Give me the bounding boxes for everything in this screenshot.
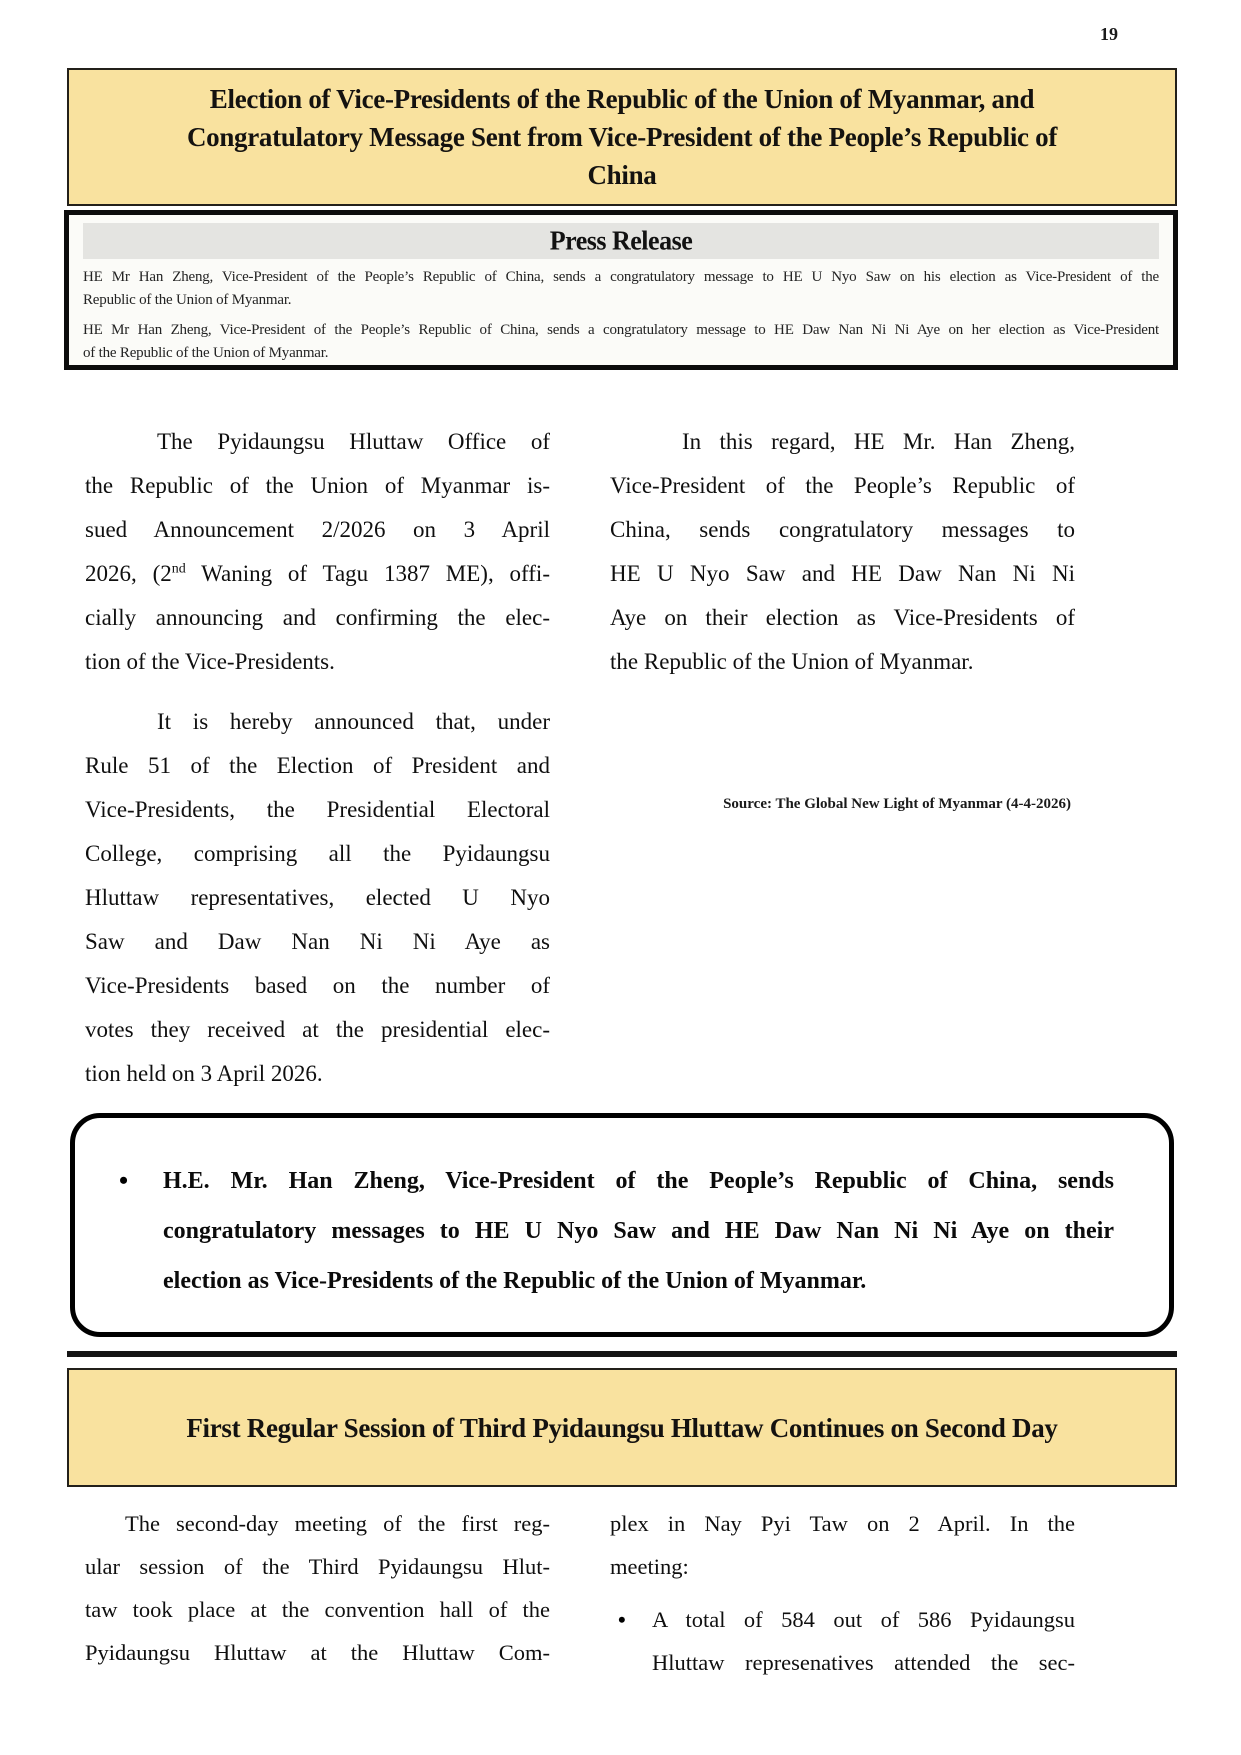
paragraph-line: meeting: [610,1554,689,1579]
paragraph-line: China, sends congratulatory messages to [610,517,1075,542]
paragraph [85,700,550,1096]
paragraph-line: Vice-Presidents, the Presidential Electoral [85,797,550,822]
paragraph [610,420,1075,684]
section1-left-column [85,420,550,1096]
paragraph-line: In this regard, HE Mr. Han Zheng, [682,429,1075,454]
summary-line: H.E. Mr. Han Zheng, Vice-President of the People’s Republic of China, sends [163,1168,1114,1194]
section-divider [67,1351,1177,1357]
press-release-paragraph [83,266,1159,312]
page-number: 19 [1100,24,1118,44]
paragraph-line: Hluttaw represenatives attended the sec- [652,1650,1075,1675]
press-release-paragraph [83,319,1159,365]
paragraph-line: Hluttaw representatives, elected U Nyo [85,885,550,910]
press-release-heading: Press Release [549,225,693,256]
paragraph-line: Pyidaungsu Hluttaw at the Hluttaw Com- [85,1640,550,1665]
paragraph-line: ular session of the Third Pyidaungsu Hlut- [85,1554,550,1579]
section1-right-column [610,420,1075,1096]
summary-box [70,1113,1174,1337]
paragraph-line [85,552,550,596]
column-gutter [550,420,610,1096]
paragraph-line: College, comprising all the Pyidaungsu [85,841,550,866]
section1-body-columns [85,420,1080,1096]
paragraph-line: Saw and Daw Nan Ni Ni Aye as [85,929,550,954]
paragraph-line: Vice-President of the People’s Republic of [610,473,1075,498]
paragraph-line: cially announcing and confirming the elec- [85,605,550,630]
paragraph-line: Aye on their election as Vice-Presidents of [610,605,1075,630]
paragraph-line: It is hereby announced that, under [157,709,550,734]
paragraph-line: tion of the Vice-Presidents. [85,649,335,674]
line-text: Waning of Tagu 1387 ME), offi- [185,561,550,586]
paragraph-line: the Republic of the Union of Myanmar is- [85,473,550,498]
paragraph [85,420,550,684]
paragraph-line: plex in Nay Pyi Taw on 2 April. In the [610,1511,1075,1536]
column-gutter [550,1502,610,1684]
list-item [610,1598,1075,1684]
ordinal-superscript: nd [171,561,186,577]
section1-title-line: Congratulatory Message Sent from Vice-President of the People’s Republic of [186,122,1058,152]
line-text: 2026, (2 [85,561,172,586]
paragraph-line: sued Announcement 2/2026 on 3 April [85,517,550,542]
press-release-header-bar [83,223,1159,259]
press-release-line: of the Republic of the Union of Myanmar. [83,345,329,361]
press-release-line: Republic of the Union of Myanmar. [83,292,292,308]
section1-title-box [67,68,1177,206]
summary-text [163,1156,1114,1306]
paragraph-line: Rule 51 of the Election of President and [85,753,550,778]
section2-left-column [85,1502,550,1684]
section2-title-box [67,1368,1177,1487]
paragraph-line: the Republic of the Union of Myanmar. [610,649,974,674]
list-item-text [652,1598,1075,1684]
press-release-line: HE Mr Han Zheng, Vice-President of the People’s Republic of China, sends a congratulatory message to HE Daw Nan Ni Ni Aye on her election as Vice-President [83,322,1159,338]
section1-title-line: Election of Vice-Presidents of the Republic of the Union of Myanmar, and [209,84,1035,114]
bullet-icon: • [618,1607,626,1632]
summary-line: election as Vice-Presidents of the Republic of the Union of Myanmar. [163,1268,867,1294]
source-credit: Source: The Global New Light of Myanmar (4-4-2026) [723,796,1071,812]
paragraph-line: A total of 584 out of 586 Pyidaungsu [652,1607,1075,1632]
paragraph-line: The second-day meeting of the first reg- [125,1511,550,1536]
paragraph-line: Vice-Presidents based on the number of [85,973,550,998]
press-release-figure [64,210,1178,370]
paragraph-line: taw took place at the convention hall of the [85,1597,550,1622]
section2-body-columns [85,1502,1080,1684]
summary-line: congratulatory messages to HE U Nyo Saw and HE Daw Nan Ni Ni Aye on their [163,1218,1114,1244]
paragraph-line: votes they received at the presidential elec- [85,1017,550,1042]
paragraph-line: HE U Nyo Saw and HE Daw Nan Ni Ni [610,561,1075,586]
section2-title: First Regular Session of Third Pyidaungsu Hluttaw Continues on Second Day [186,1412,1058,1443]
section1-title-line: China [587,160,657,190]
press-release-line: HE Mr Han Zheng, Vice-President of the People’s Republic of China, sends a congratulatory message to HE U Nyo Saw on his election as Vice-President of the [83,269,1159,285]
paragraph-line: The Pyidaungsu Hluttaw Office of [157,429,550,454]
paragraph-line: tion held on 3 April 2026. [85,1061,323,1086]
section2-right-column [610,1502,1075,1684]
bullet-icon: • [119,1166,129,1195]
